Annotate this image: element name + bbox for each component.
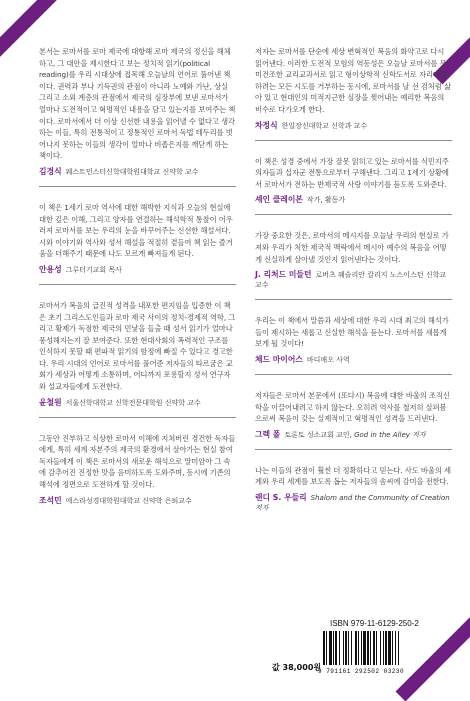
review-attribution bbox=[255, 430, 452, 450]
barcode-bar bbox=[399, 631, 400, 665]
review-text: 저자들은 로마서 본문에서 (또다시) 복음에 대한 바울의 조직신학을 이끌어내려고 하지 않는다. 오히려 역사를 철저히 살펴봄으로써 복음이 갖는 실제적이고 혁명적인 성격을 드러낸다. bbox=[255, 390, 450, 424]
review-block bbox=[255, 230, 452, 300]
review-attribution bbox=[255, 121, 452, 141]
barcode-image bbox=[323, 631, 433, 667]
review-text: 우리는 이 책에서 말씀과 세상에 대한 우리 시대 최고의 해석가들이 제시하는 새롭고 신실한 해석을 듣는다. 로마서를 새롭게 보게 될 것이다! bbox=[255, 316, 449, 349]
review-attribution bbox=[255, 270, 452, 300]
reviewer-role: 토론토 성소교회 교인, bbox=[284, 430, 352, 439]
reviewer-name: 랜디 S. 우들리 bbox=[255, 492, 307, 502]
review-block bbox=[255, 390, 452, 450]
review-text: 저자는 로마서를 단순에 세상 변혁적인 복음의 화약고로 다시 읽어낸다. 이러한 도전적 모험의 역동성은 오늘날 로마서를 무미건조한 교리교과서로 읽고 형이상학적 신학도서로 자리매김하려는 모든 시도를 거부하는 동시에, 로마서를 날 선 검처럼 삶아 있고 현대인의 미적지근한 심장을 찢어내는 예리한 복음의 비수로 다가오게 한다. bbox=[255, 47, 451, 114]
review-attribution bbox=[39, 496, 236, 515]
review-text: 나는 이들의 관점이 훨씬 더 정확하다고 믿는다. 사도 바울의 세계와 우리 세계를 보도록 돕는 저자들의 솜씨에 감미을 전한다. bbox=[255, 465, 451, 487]
reviewer-name: 조석민 bbox=[39, 495, 62, 505]
review-attribution bbox=[255, 355, 452, 375]
review-block bbox=[255, 315, 452, 375]
reviewer-role: 그루터기교회 목사 bbox=[65, 265, 122, 274]
reviewer-role: 에스라성경대학원대학교 신약학 은퇴교수 bbox=[65, 496, 192, 505]
right-column bbox=[255, 46, 452, 537]
review-attribution bbox=[39, 265, 236, 285]
reviewer-role: 서울신학대학교 신학전문대학원 신약학 교수 bbox=[65, 398, 201, 407]
review-text: 본서는 로마서를 로마 제국에 대항해 로마 제국의 정신을 해체하고, 그 대안을 제시한다고 보는 정치적 읽기(political reading)를 우리 시대상에 접목해 오늘날의 언어로 풀어낸 책이다. 권력과 부나 기득권의 관점이 아니라 노예와 가난, 상실 그리고 소외 계층의 관점에서 제국의 심장부에 보낸 로마서가 얼마나 도전적이고 혁명적인 내용을 담고 있는지를 보여주는 책이다. 로마서에서 더 이상 신선한 내용을 읽어낼 수 없다고 생각하는 이들, 특히 전통적이고 정통적인 로마서 독법 테두리를 벗어나지 못하는 이들의 생각이 얼마나 비좁은지를 깨닫게 하는 책이다. bbox=[39, 47, 236, 161]
reviewer-name: 김경식 bbox=[39, 166, 62, 176]
review-block bbox=[39, 46, 236, 187]
reviewer-role: 바디매오 사역 bbox=[306, 355, 350, 364]
reviewer-name: 그렉 폴 bbox=[255, 429, 281, 439]
review-block bbox=[39, 433, 236, 515]
reviewer-name: 윤철원 bbox=[39, 397, 62, 407]
price-label: 값 38,000원 bbox=[272, 663, 322, 672]
reviewer-name: 차정식 bbox=[255, 120, 278, 130]
isbn-label: ISBN 979-11-6129-250-2 bbox=[330, 619, 419, 628]
reviewer-role-book: Shalom and the Community of Creation 저자 bbox=[255, 493, 450, 512]
review-block bbox=[255, 156, 452, 216]
reviewer-role: 로버츠 웨슬리안 칼리지 노스이스턴 신학교 교수 bbox=[255, 271, 447, 290]
review-attribution bbox=[39, 167, 236, 187]
review-text: 로마서가 복음의 급진적 성격을 내포한 편지임을 입증한 이 책은 초기 그리스도인들과 로마 제국 사이의 정치-경제적 역학, 그리고 황제가 독점한 제국의 민낯을 들출 때 성서 읽기가 얼마나 풍성해지는지 잘 보여준다. 또한 현대사회의 폭력적인 구조를 인식하지 못할 때 편파적 읽기의 함정에 빠질 수 있다고 경고한다. 우리 시대의 언어로 로마서를 풀어준 저자들의 타르굼은 교회가 세상과 어떻게 소통하며, 어디까지 포용할지 성서 연구자와 설교자들에게 도전한다. bbox=[39, 300, 236, 392]
review-attribution bbox=[39, 398, 236, 418]
review-text: 그동안 진부하고 식상한 로마서 이해에 지쳐버린 경건한 독자들에게, 특히 세계 자본주의 제국의 환경에서 살아가는 현실 참여 독자들에게 이 책은 로마서의 새로운 해석으로 말미암아 그 속에 감추어진 진정한 맛을 음미하도록 도와주며, 동시에 기존의 해석에 정면으로 도전하게 할 것이다. bbox=[39, 433, 236, 490]
left-column bbox=[39, 46, 236, 530]
reviewer-name: J. 리처드 미들턴 bbox=[255, 270, 312, 280]
review-text: 이 책은 성경 중에서 가장 잘못 읽히고 있는 로마서를 식민지주의자들과 십자군 전통으로부터 구해낸다. 그리고 1세기 상황에서 로마서가 전하는 반제국적 사랑 이야기를 듣도록 도와준다. bbox=[255, 156, 449, 189]
review-block bbox=[255, 465, 452, 522]
reviewer-role: 작가, 활동가 bbox=[306, 196, 346, 205]
reviewer-name: 셰인 클레이본 bbox=[255, 195, 303, 205]
reviewer-role: 웨스트민스터신학대학원대학교 신약학 교수 bbox=[65, 167, 199, 176]
reviewer-name: 안용성 bbox=[39, 264, 62, 274]
review-attribution bbox=[255, 493, 452, 522]
review-block bbox=[255, 46, 452, 141]
review-block bbox=[39, 202, 236, 285]
review-text: 이 책은 1세기 로마 역사에 대한 해박한 지식과 오늘의 현실에 대한 깊은 이해, 그리고 양자를 연결하는 해석학적 통찰이 어우러져 로마서를 보는 우리의 눈을 바꾸어주는 신선한 해설서다. 시와 이야기와 역사와 성서 해설을 적절히 곁들여 책 읽는 즐거움을 더해주기 때문에 나도 모르게 빠져들게 된다. bbox=[39, 202, 233, 259]
review-block bbox=[39, 300, 236, 418]
review-text: 가장 중요한 것은, 로마서의 메시지를 오늘날 우리의 현실로 가져와 우리가 처한 제국적 맥락에서 메시아 예수의 복음을 어떻게 신실하게 살아낼 것인지 읽어낸다는 것이다. bbox=[255, 231, 449, 264]
barcode-number: 9 791161 292502 03230 bbox=[318, 668, 405, 675]
review-attribution bbox=[255, 195, 452, 215]
reviewer-role-book: God in the Alley 저자 bbox=[354, 430, 426, 439]
reviewer-role: 한일장신대학교 신학과 교수 bbox=[281, 121, 368, 130]
reviewer-name: 체드 마이어스 bbox=[255, 354, 303, 364]
